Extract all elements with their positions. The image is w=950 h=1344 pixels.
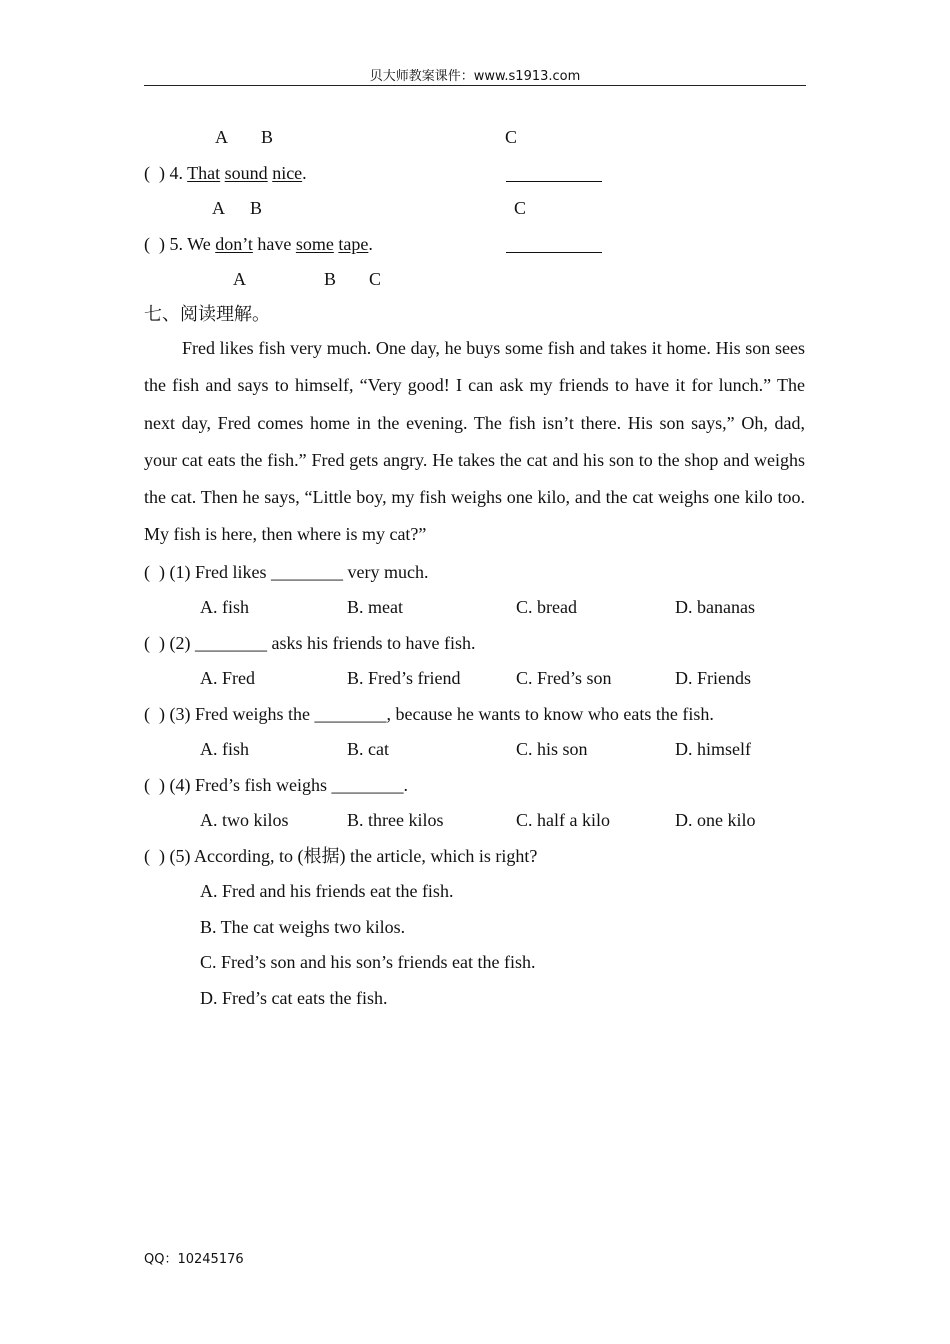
label-c: C [505,127,518,147]
q4-word-a: That [187,163,221,183]
q5-option-b: B. The cat weighs two kilos. [200,917,406,937]
q5-word-b: some [295,234,334,254]
q2-option-a: A. Fred [200,668,255,688]
header-text: 贝大师教案课件：www.s1913.com [369,69,581,84]
q3-option-a: A. fish [200,739,249,759]
question-stem-2: ( ) (2) ________ asks his friends to have fish. [144,633,476,653]
q4-label-a: A [212,198,225,218]
q1-option-a: A. fish [200,597,249,617]
q4-word-c: nice [272,163,303,183]
q4-word-b: sound [224,163,268,183]
q1-option-d: D. bananas [675,597,755,617]
reading-passage: Fred likes fish very much. One day, he buys some fish and takes it home. His son sees the fish and says to himself, “Very good! I can ask my friends to have it for lunch.” The next day, Fred comes home in the evening. The fish isn’t there. His son says,” Oh, dad, your cat eats the fish.” Fred gets angry. He takes the cat and his son to the shop and weighs the cat. Then he says, “Little boy, my fish weighs one kilo, and the cat weighs one kilo too. My fish is here, then where is my cat?” [144,338,805,545]
q5-mid: have [252,234,296,254]
q5-option-d: D. Fred’s cat eats the fish. [200,988,388,1008]
question-4 [144,162,307,184]
q2-option-b: B. Fred’s friend [347,668,461,688]
q5-label-b: B [324,269,337,289]
q4-option-b: B. three kilos [347,810,444,830]
question-5 [144,233,373,255]
q5-label-c: C [369,269,382,289]
q5-answer-blank [506,252,602,253]
q1-option-c: C. bread [516,597,577,617]
q5-option-a: A. Fred and his friends eat the fish. [200,881,454,901]
page-footer: QQ：10245176 [144,1252,244,1267]
section-title: 七、阅读理解。 [144,304,270,324]
q4-option-d: D. one kilo [675,810,756,830]
question-stem-3: ( ) (3) Fred weighs the ________, because he wants to know who eats the fish. [144,704,714,724]
q3-option-b: B. cat [347,739,389,759]
q5-prefix: ( ) 5. We [144,234,216,254]
question-stem-4: ( ) (4) Fred’s fish weighs ________. [144,775,408,795]
q4-prefix: ( ) 4. [144,163,188,183]
q4-option-a: A. two kilos [200,810,289,830]
q3-option-c: C. his son [516,739,588,759]
q5-option-c: C. Fred’s son and his son’s friends eat the fish. [200,952,536,972]
q5-label-a: A [233,269,246,289]
question-stem-5: ( ) (5) According, to (根据) the article, which is right? [144,846,538,866]
q4-label-c: C [514,198,527,218]
header-rule [144,85,806,86]
q1-option-b: B. meat [347,597,403,617]
q5-word-a: don’t [215,234,253,254]
q5-suffix: . [368,234,373,254]
q3-option-d: D. himself [675,739,751,759]
question-stem-1: ( ) (1) Fred likes ________ very much. [144,562,429,582]
q2-option-d: D. Friends [675,668,751,688]
q4-label-b: B [250,198,263,218]
label-b: B [261,127,274,147]
q4-option-c: C. half a kilo [516,810,610,830]
q4-answer-blank [506,181,602,182]
q2-option-c: C. Fred’s son [516,668,612,688]
q4-suffix: . [302,163,307,183]
q5-word-c: tape [338,234,369,254]
label-a: A [215,127,228,147]
